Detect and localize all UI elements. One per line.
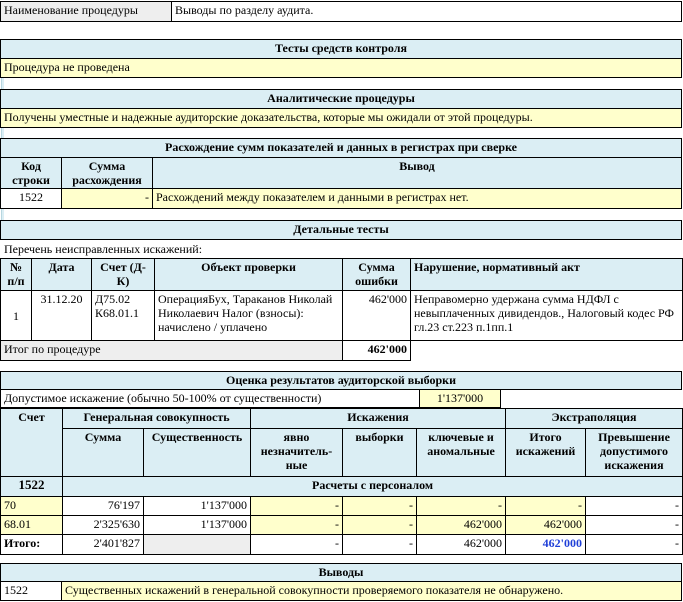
sample-row-total: - xyxy=(506,497,586,516)
sample-row-sum: 2'325'630 xyxy=(63,516,144,535)
sample-h-account: Счет xyxy=(1,409,63,477)
detail-account: Д75.02 К68.01.1 xyxy=(92,291,155,341)
sample-h-extrapolation: Экстраполяция xyxy=(506,409,683,429)
sample-row-obvious: - xyxy=(251,516,343,535)
discrepancy-sum: - xyxy=(61,188,153,209)
conclusions-title: Выводы xyxy=(0,563,682,582)
discrepancy-col-conclusion: Вывод xyxy=(152,157,682,189)
sample-row-key: 462'000 xyxy=(417,516,506,535)
sample-itog-materiality xyxy=(144,535,251,555)
sample-section-name: Расчеты с персоналом xyxy=(63,477,683,497)
procedure-label: Наименование процедуры xyxy=(0,1,172,22)
controls-text: Процедура не проведена xyxy=(0,58,682,78)
sample-tolerable-label: Допустимое искажение (обычно 50-100% от существенности) xyxy=(0,389,420,408)
sample-itog-row xyxy=(1,535,683,555)
sample-h-distortions: Искажения xyxy=(251,409,506,429)
sample-section-code: 1522 xyxy=(1,477,63,497)
sample-h-samples: выборки xyxy=(343,429,417,477)
sample-row-account: 68.01 xyxy=(1,516,63,535)
sample-h-key: ключевые и аномальные xyxy=(417,429,506,477)
sample-row-samples: - xyxy=(343,497,417,516)
sample-row-materiality: 1'137'000 xyxy=(144,516,251,535)
sample-h-excess: Превышение допустимого искажения xyxy=(586,429,683,477)
sample-h-materiality: Существенность xyxy=(144,429,251,477)
spacer-mark xyxy=(1,128,4,138)
discrepancy-conclusion: Расхождений между показателем и данными в регистрах нет. xyxy=(152,188,682,209)
sample-itog-sum: 2'401'827 xyxy=(63,535,144,555)
sample-h-population: Генеральная совокупность xyxy=(63,409,251,429)
table-row xyxy=(1,516,683,535)
spacer-mark xyxy=(1,209,4,220)
sample-itog-excess: - xyxy=(586,535,683,555)
sample-itog-key: 462'000 xyxy=(417,535,506,555)
detail-title: Детальные тесты xyxy=(0,220,682,240)
table-row xyxy=(1,497,683,516)
sample-title: Оценка результатов аудиторской выборки xyxy=(0,371,682,390)
conclusions-text: Существенных искажений в генеральной совокупности проверяемого показателя не обнаружено. xyxy=(61,581,682,601)
sample-row-key: - xyxy=(417,497,506,516)
sample-itog-account: Итого: xyxy=(1,535,63,555)
sample-h-total: Итого искажений xyxy=(506,429,586,477)
sample-itog-total: 462'000 xyxy=(506,535,586,555)
detail-violation: Неправомерно удержана сумма НДФЛ с невыплаченных дивидендов., Налоговый кодес РФ гл.23 ст.223 п.1пп.1 xyxy=(411,291,683,341)
sample-row-samples: - xyxy=(343,516,417,535)
sample-row-total: 462'000 xyxy=(506,516,586,535)
analytic-title: Аналитические процедуры xyxy=(0,89,682,109)
detail-h-violation: Нарушение, нормативный акт xyxy=(411,259,683,291)
detail-h-account: Счет (Д-К) xyxy=(92,259,155,291)
sample-row-obvious: - xyxy=(251,497,343,516)
detail-object: ОперацияБух, Тараканов Николай Николаевич Налог (взносы): начислено / уплачено xyxy=(155,291,343,341)
sample-row-materiality: 1'137'000 xyxy=(144,497,251,516)
analytic-text: Получены уместные и надежные аудиторские доказательства, которые мы ожидали от этой процедуры. xyxy=(0,108,682,128)
detail-date: 31.12.20 xyxy=(32,291,92,341)
detail-total-value: 462'000 xyxy=(343,341,411,361)
detail-h-object: Объект проверки xyxy=(155,259,343,291)
sample-row-excess: - xyxy=(586,497,683,516)
detail-sum: 462'000 xyxy=(343,291,411,341)
discrepancy-code: 1522 xyxy=(0,188,62,209)
detail-table xyxy=(0,258,683,361)
detail-total-label: Итог по процедуре xyxy=(1,341,343,361)
discrepancy-title: Расхождение сумм показателей и данных в регистрах при сверке xyxy=(0,138,682,158)
procedure-value: Выводы по разделу аудита. xyxy=(171,1,682,22)
sample-row-account: 70 xyxy=(1,497,63,516)
detail-h-sum: Сумма ошибки xyxy=(343,259,411,291)
conclusions-code: 1522 xyxy=(0,581,62,601)
detail-num: 1 xyxy=(1,291,32,341)
sample-h-obvious: явно незначитель-ные xyxy=(251,429,343,477)
detail-list-label: Перечень неисправленных искажений: xyxy=(4,242,203,256)
sample-row-sum: 76'197 xyxy=(63,497,144,516)
sample-itog-samples: - xyxy=(343,535,417,555)
discrepancy-col-sum: Сумма расхождения xyxy=(61,157,153,189)
controls-title: Тесты средств контроля xyxy=(0,39,682,59)
sample-table xyxy=(0,408,683,555)
sample-h-sum: Сумма xyxy=(63,429,144,477)
spacer-mark xyxy=(1,78,4,89)
sample-row-excess: - xyxy=(586,516,683,535)
sample-itog-obvious: - xyxy=(251,535,343,555)
detail-h-num: № п/п xyxy=(1,259,32,291)
sample-tolerable-value: 1'137'000 xyxy=(419,389,501,408)
discrepancy-col-code: Код строки xyxy=(0,157,62,189)
detail-h-date: Дата xyxy=(32,259,92,291)
